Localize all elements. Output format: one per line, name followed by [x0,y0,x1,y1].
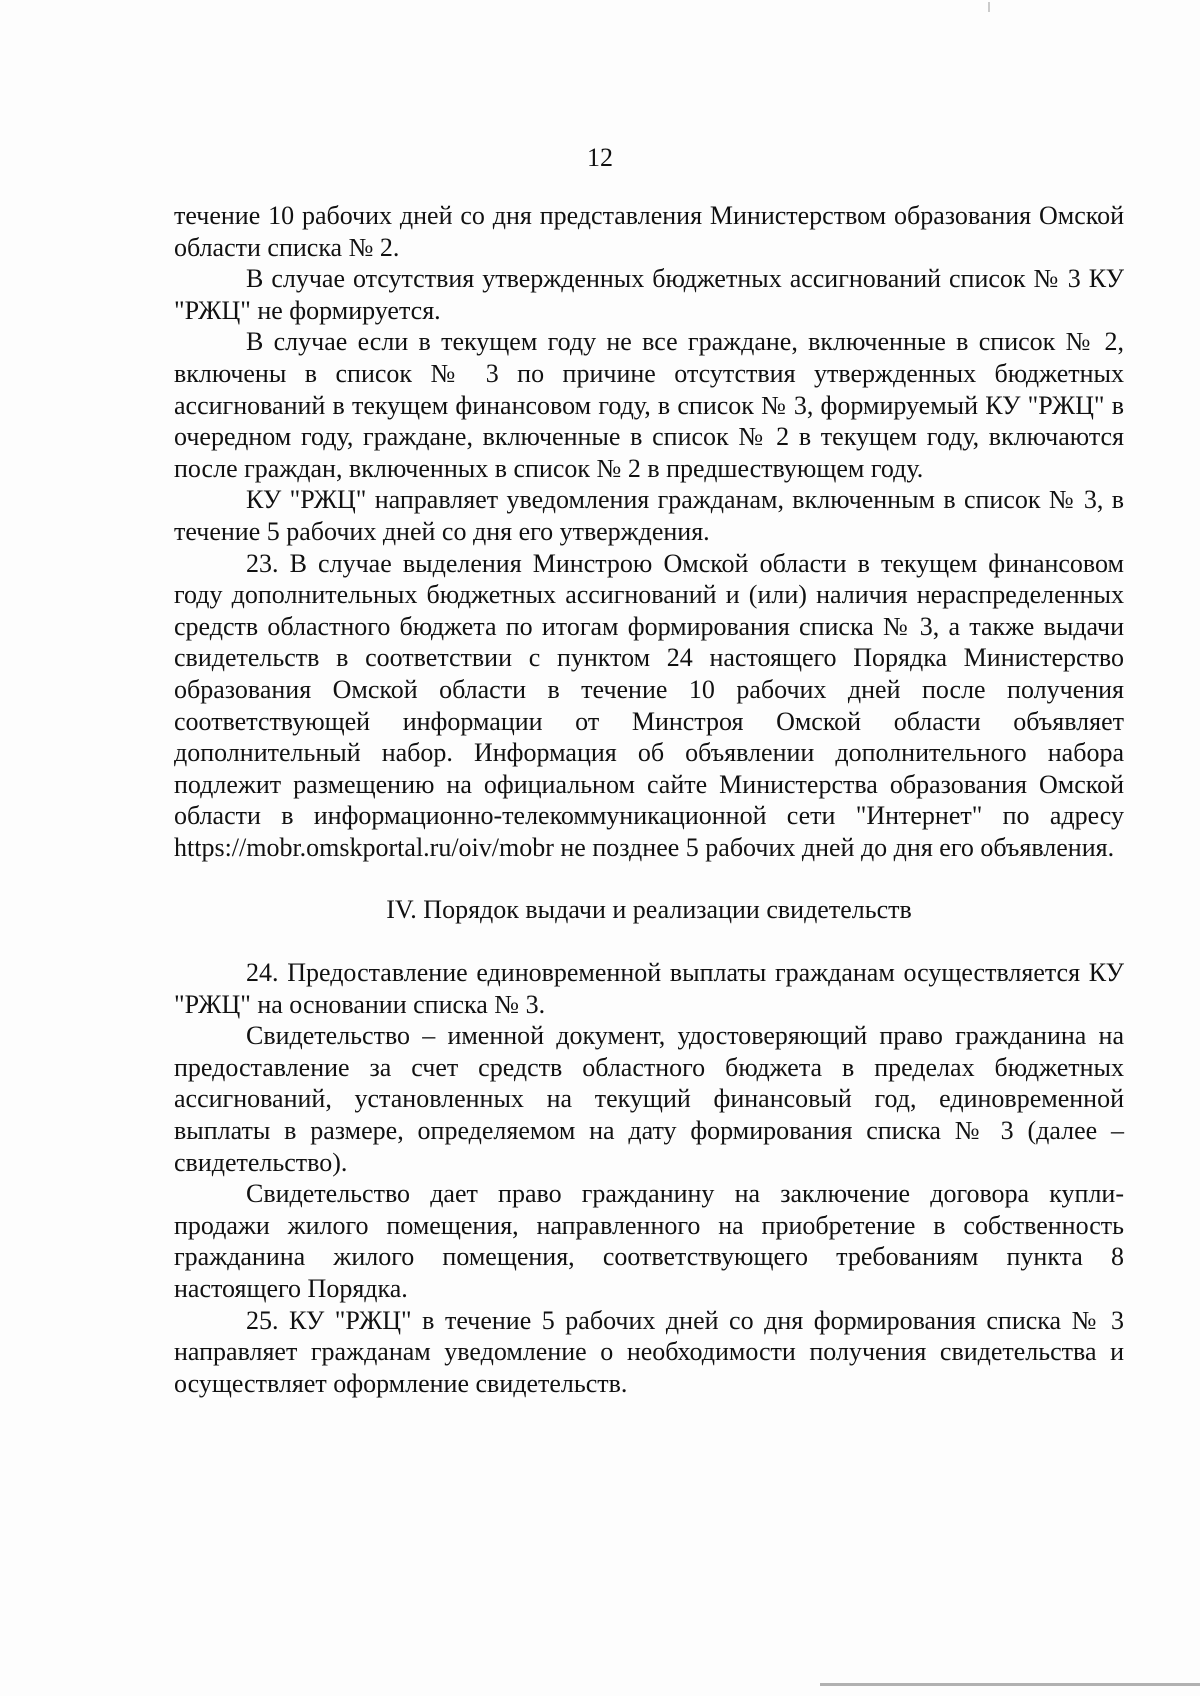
paragraph: В случае если в текущем году не все граждане, включенные в список № 2, включены в список № 3 по причине отсутствия утвержденных бюджетных ассигнований в текущем финансовом году, в список № 3, формируемый КУ "РЖЦ" в очередном году, граждане, включенные в список № 2 в текущем году, включаются после граждан, включенных в список № 2 в предшествующем году. [174,327,1124,483]
paragraph: Свидетельство – именной документ, удостоверяющий право гражданина на предоставление за счет средств областного бюджета в пределах бюджетных ассигнований, установленных на текущий финансовый год, единовременной выплаты в размере, определяемом на дату формирования списка № 3 (далее – свидетельство). [174,1021,1124,1177]
paragraph-item-24: 24. Предоставление единовременной выплаты гражданам осуществляется КУ "РЖЦ" на основании списка № 3. [174,958,1124,1019]
scan-edge-line [820,1683,1200,1686]
paragraph-item-25: 25. КУ "РЖЦ" в течение 5 рабочих дней со дня формирования списка № 3 направляет гражданам уведомление о необходимости получения свидетельства и осуществляет оформление свидетельств. [174,1305,1124,1398]
page-number: 12 [587,143,613,172]
document-body [174,200,1124,1399]
paragraph: Свидетельство дает право гражданину на заключение договора купли-продажи жилого помещения, направленного на приобретение в собственность гражданина жилого помещения, соответствующего требованиям пункта 8 настоящего Порядка. [174,1179,1124,1303]
paragraph: В случае отсутствия утвержденных бюджетных ассигнований список № 3 КУ "РЖЦ" не формируется. [174,264,1124,325]
scan-artifact [988,2,990,12]
section-heading: IV. Порядок выдачи и реализации свидетельств [386,895,912,925]
paragraph-item-23: 23. В случае выделения Минстрою Омской области в текущем финансовом году дополнительных бюджетных ассигнований и (или) наличия нераспределенных средств областного бюджета по итогам формирования списка № 3, а также выдачи свидетельств в соответствии с пунктом 24 настоящего Порядка Министерство образования Омской области в течение 10 рабочих дней после получения соответствующей информации от Минстроя Омской области объявляет дополнительный набор. Информация об объявлении дополнительного набора подлежит размещению на официальном сайте Министерства образования Омской области в информационно-телекоммуникационной сети "Интернет" по адресу https://mobr.omskportal.ru/oiv/mobr не позднее 5 рабочих дней до дня его объявления. [174,548,1124,862]
paragraph: КУ "РЖЦ" направляет уведомления гражданам, включенным в список № 3, в течение 5 рабочих дней со дня его утверждения. [174,485,1124,546]
paragraph-continuation: течение 10 рабочих дней со дня представления Министерством образования Омской области списка № 2. [174,201,1124,262]
